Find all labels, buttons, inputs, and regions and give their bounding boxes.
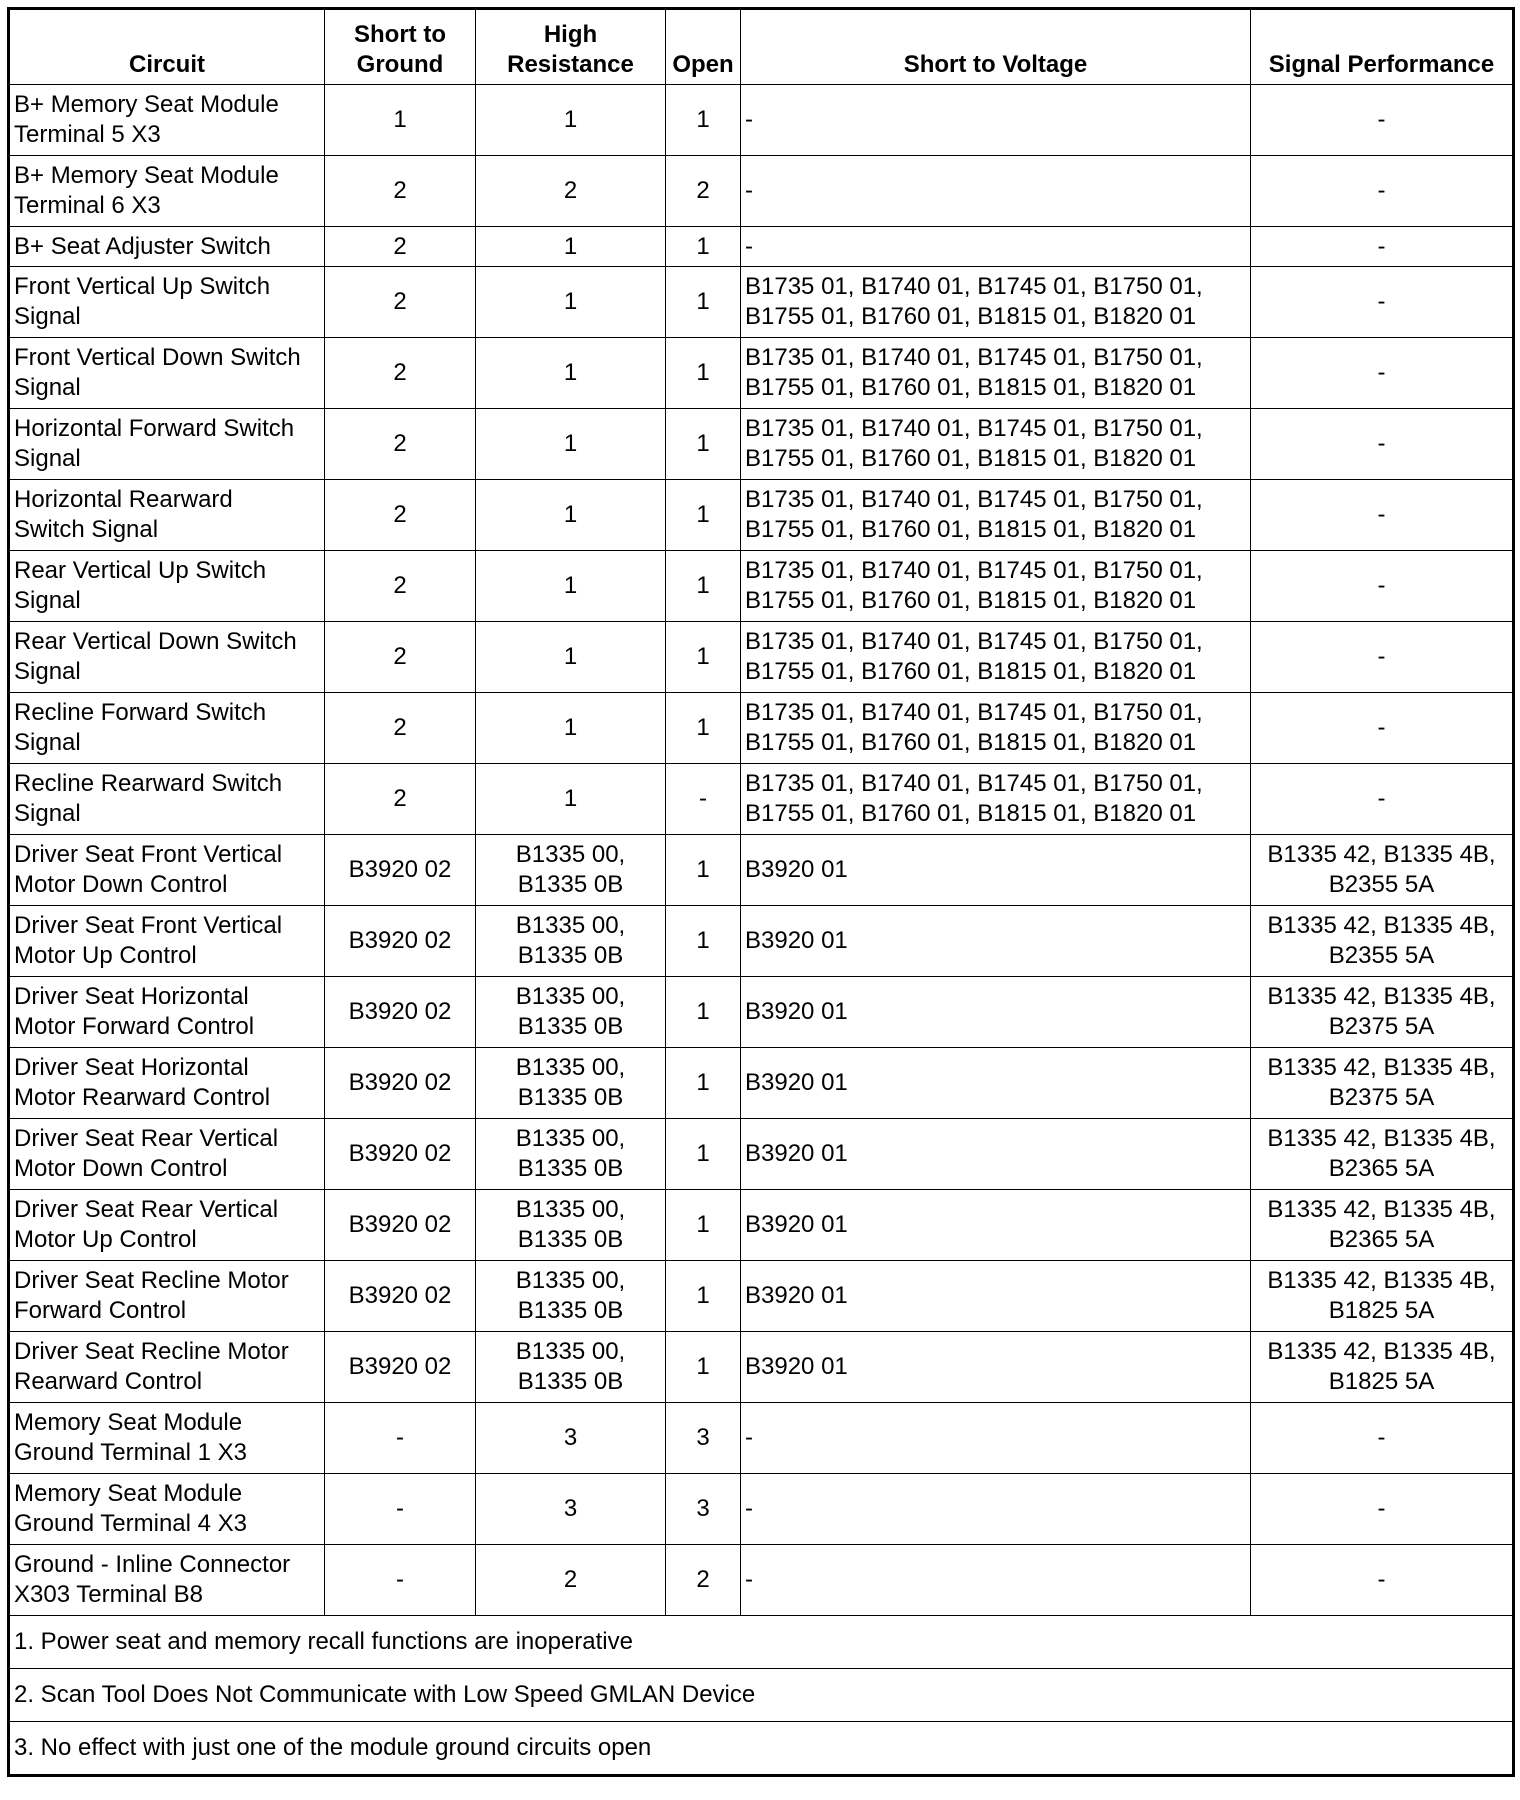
cell-high-resistance: 1 [476,622,666,693]
footnote-row [9,1669,1514,1722]
cell-short-to-voltage: - [741,1403,1251,1474]
cell-open: 1 [666,1261,741,1332]
cell-circuit: Driver Seat Horizontal Motor Forward Control [9,977,325,1048]
cell-short-to-ground: B3920 02 [325,1119,476,1190]
cell-short-to-voltage: B3920 01 [741,977,1251,1048]
cell-high-resistance: B1335 00, B1335 0B [476,1332,666,1403]
cell-high-resistance: 3 [476,1474,666,1545]
cell-open: - [666,764,741,835]
table-row [9,1048,1514,1119]
cell-signal-performance: B1335 42, B1335 4B, B2365 5A [1251,1190,1514,1261]
cell-short-to-ground: B3920 02 [325,977,476,1048]
cell-open: 1 [666,693,741,764]
cell-signal-performance: - [1251,693,1514,764]
cell-short-to-ground: B3920 02 [325,1190,476,1261]
cell-open: 1 [666,835,741,906]
cell-circuit: Memory Seat Module Ground Terminal 4 X3 [9,1474,325,1545]
cell-short-to-voltage: B3920 01 [741,1261,1251,1332]
cell-circuit: Horizontal Rearward Switch Signal [9,480,325,551]
cell-short-to-voltage: B1735 01, B1740 01, B1745 01, B1750 01, B1755 01, B1760 01, B1815 01, B1820 01 [741,338,1251,409]
circuit-dtc-table [7,7,1515,1777]
table-row [9,622,1514,693]
cell-short-to-ground: - [325,1474,476,1545]
cell-open: 1 [666,338,741,409]
cell-short-to-ground: 2 [325,480,476,551]
cell-signal-performance: B1335 42, B1335 4B, B2375 5A [1251,1048,1514,1119]
cell-high-resistance: B1335 00, B1335 0B [476,1261,666,1332]
table-row [9,227,1514,267]
table-row [9,693,1514,764]
cell-circuit: Driver Seat Rear Vertical Motor Up Control [9,1190,325,1261]
cell-signal-performance: B1335 42, B1335 4B, B2365 5A [1251,1119,1514,1190]
cell-signal-performance: B1335 42, B1335 4B, B1825 5A [1251,1261,1514,1332]
cell-short-to-voltage: B1735 01, B1740 01, B1745 01, B1750 01, B1755 01, B1760 01, B1815 01, B1820 01 [741,409,1251,480]
cell-circuit: Recline Rearward Switch Signal [9,764,325,835]
cell-signal-performance: B1335 42, B1335 4B, B2355 5A [1251,906,1514,977]
cell-high-resistance: 1 [476,338,666,409]
cell-short-to-voltage: - [741,156,1251,227]
cell-circuit: Front Vertical Down Switch Signal [9,338,325,409]
table-row [9,480,1514,551]
table-row [9,1474,1514,1545]
cell-short-to-ground: B3920 02 [325,1332,476,1403]
table-row [9,267,1514,338]
cell-circuit: Ground - Inline Connector X303 Terminal B8 [9,1545,325,1616]
cell-circuit: B+ Seat Adjuster Switch [9,227,325,267]
cell-circuit: Driver Seat Recline Motor Rearward Control [9,1332,325,1403]
cell-signal-performance: - [1251,85,1514,156]
table-row [9,764,1514,835]
cell-open: 1 [666,480,741,551]
cell-high-resistance: 1 [476,764,666,835]
cell-high-resistance: 1 [476,227,666,267]
cell-high-resistance: B1335 00, B1335 0B [476,1190,666,1261]
cell-short-to-ground: 2 [325,267,476,338]
cell-short-to-ground: 2 [325,693,476,764]
cell-circuit: Memory Seat Module Ground Terminal 1 X3 [9,1403,325,1474]
cell-signal-performance: - [1251,1545,1514,1616]
header-signal-performance: Signal Performance [1251,9,1514,85]
table-row [9,1261,1514,1332]
cell-short-to-voltage: B3920 01 [741,906,1251,977]
header-circuit: Circuit [9,9,325,85]
table-row [9,1332,1514,1403]
cell-signal-performance: - [1251,267,1514,338]
footnote-3: 3. No effect with just one of the module ground circuits open [9,1722,1514,1776]
cell-circuit: Driver Seat Recline Motor Forward Control [9,1261,325,1332]
cell-signal-performance: - [1251,551,1514,622]
table-row [9,156,1514,227]
table-row [9,85,1514,156]
cell-high-resistance: 2 [476,156,666,227]
table-row [9,1403,1514,1474]
cell-high-resistance: 1 [476,693,666,764]
cell-high-resistance: B1335 00, B1335 0B [476,1119,666,1190]
cell-short-to-voltage: - [741,227,1251,267]
cell-open: 1 [666,906,741,977]
table-row [9,1119,1514,1190]
cell-high-resistance: 2 [476,1545,666,1616]
cell-short-to-ground: 1 [325,85,476,156]
cell-open: 1 [666,227,741,267]
cell-short-to-voltage: B3920 01 [741,1048,1251,1119]
cell-signal-performance: - [1251,622,1514,693]
cell-short-to-ground: B3920 02 [325,906,476,977]
header-row [9,9,1514,85]
cell-short-to-ground: - [325,1545,476,1616]
cell-open: 1 [666,409,741,480]
cell-open: 1 [666,1332,741,1403]
cell-short-to-ground: 2 [325,227,476,267]
cell-signal-performance: B1335 42, B1335 4B, B2355 5A [1251,835,1514,906]
cell-signal-performance: - [1251,764,1514,835]
cell-signal-performance: B1335 42, B1335 4B, B2375 5A [1251,977,1514,1048]
cell-short-to-ground: - [325,1403,476,1474]
cell-short-to-ground: 2 [325,409,476,480]
cell-high-resistance: B1335 00, B1335 0B [476,1048,666,1119]
cell-signal-performance: - [1251,409,1514,480]
cell-signal-performance: - [1251,480,1514,551]
cell-circuit: Driver Seat Front Vertical Motor Down Control [9,835,325,906]
table-row [9,1545,1514,1616]
cell-open: 1 [666,622,741,693]
cell-open: 1 [666,267,741,338]
cell-high-resistance: 1 [476,267,666,338]
cell-short-to-voltage: B1735 01, B1740 01, B1745 01, B1750 01, B1755 01, B1760 01, B1815 01, B1820 01 [741,267,1251,338]
footnote-row [9,1616,1514,1669]
footnote-1: 1. Power seat and memory recall functions are inoperative [9,1616,1514,1669]
cell-signal-performance: - [1251,156,1514,227]
cell-short-to-voltage: B1735 01, B1740 01, B1745 01, B1750 01, B1755 01, B1760 01, B1815 01, B1820 01 [741,622,1251,693]
cell-short-to-voltage: B1735 01, B1740 01, B1745 01, B1750 01, B1755 01, B1760 01, B1815 01, B1820 01 [741,764,1251,835]
table-row [9,338,1514,409]
cell-open: 2 [666,1545,741,1616]
cell-high-resistance: 1 [476,480,666,551]
cell-short-to-ground: 2 [325,622,476,693]
footnote-2: 2. Scan Tool Does Not Communicate with Low Speed GMLAN Device [9,1669,1514,1722]
cell-open: 1 [666,977,741,1048]
table-row [9,409,1514,480]
cell-high-resistance: 3 [476,1403,666,1474]
cell-high-resistance: B1335 00, B1335 0B [476,906,666,977]
table-body [9,85,1514,1776]
footnote-row [9,1722,1514,1776]
cell-short-to-voltage: B3920 01 [741,1190,1251,1261]
cell-short-to-ground: B3920 02 [325,1048,476,1119]
cell-short-to-ground: 2 [325,338,476,409]
header-short-to-ground: Short to Ground [325,9,476,85]
cell-circuit: Driver Seat Horizontal Motor Rearward Control [9,1048,325,1119]
cell-short-to-ground: 2 [325,551,476,622]
cell-high-resistance: 1 [476,85,666,156]
cell-circuit: Horizontal Forward Switch Signal [9,409,325,480]
cell-short-to-voltage: B3920 01 [741,1332,1251,1403]
cell-high-resistance: B1335 00, B1335 0B [476,835,666,906]
cell-short-to-ground: 2 [325,156,476,227]
cell-open: 1 [666,85,741,156]
cell-high-resistance: B1335 00, B1335 0B [476,977,666,1048]
cell-short-to-voltage: B3920 01 [741,835,1251,906]
cell-short-to-ground: B3920 02 [325,1261,476,1332]
header-open: Open [666,9,741,85]
cell-short-to-ground: B3920 02 [325,835,476,906]
cell-open: 3 [666,1403,741,1474]
cell-signal-performance: - [1251,227,1514,267]
cell-open: 1 [666,1048,741,1119]
table-row [9,906,1514,977]
cell-short-to-voltage: B1735 01, B1740 01, B1745 01, B1750 01, B1755 01, B1760 01, B1815 01, B1820 01 [741,693,1251,764]
cell-open: 1 [666,1190,741,1261]
table-row [9,977,1514,1048]
cell-short-to-voltage: B3920 01 [741,1119,1251,1190]
cell-short-to-voltage: - [741,1474,1251,1545]
cell-short-to-voltage: B1735 01, B1740 01, B1745 01, B1750 01, B1755 01, B1760 01, B1815 01, B1820 01 [741,480,1251,551]
cell-signal-performance: - [1251,1403,1514,1474]
table-row [9,835,1514,906]
cell-signal-performance: B1335 42, B1335 4B, B1825 5A [1251,1332,1514,1403]
cell-circuit: Driver Seat Front Vertical Motor Up Control [9,906,325,977]
cell-short-to-voltage: - [741,1545,1251,1616]
table-row [9,551,1514,622]
cell-short-to-voltage: B1735 01, B1740 01, B1745 01, B1750 01, B1755 01, B1760 01, B1815 01, B1820 01 [741,551,1251,622]
cell-open: 1 [666,551,741,622]
cell-open: 1 [666,1119,741,1190]
cell-circuit: Front Vertical Up Switch Signal [9,267,325,338]
header-high-resistance: High Resistance [476,9,666,85]
cell-circuit: B+ Memory Seat Module Terminal 6 X3 [9,156,325,227]
cell-short-to-voltage: - [741,85,1251,156]
cell-open: 3 [666,1474,741,1545]
cell-circuit: B+ Memory Seat Module Terminal 5 X3 [9,85,325,156]
cell-high-resistance: 1 [476,551,666,622]
cell-circuit: Rear Vertical Up Switch Signal [9,551,325,622]
cell-circuit: Rear Vertical Down Switch Signal [9,622,325,693]
cell-open: 2 [666,156,741,227]
table-row [9,1190,1514,1261]
cell-signal-performance: - [1251,1474,1514,1545]
header-short-to-voltage: Short to Voltage [741,9,1251,85]
cell-circuit: Driver Seat Rear Vertical Motor Down Control [9,1119,325,1190]
cell-short-to-ground: 2 [325,764,476,835]
cell-high-resistance: 1 [476,409,666,480]
cell-signal-performance: - [1251,338,1514,409]
cell-circuit: Recline Forward Switch Signal [9,693,325,764]
